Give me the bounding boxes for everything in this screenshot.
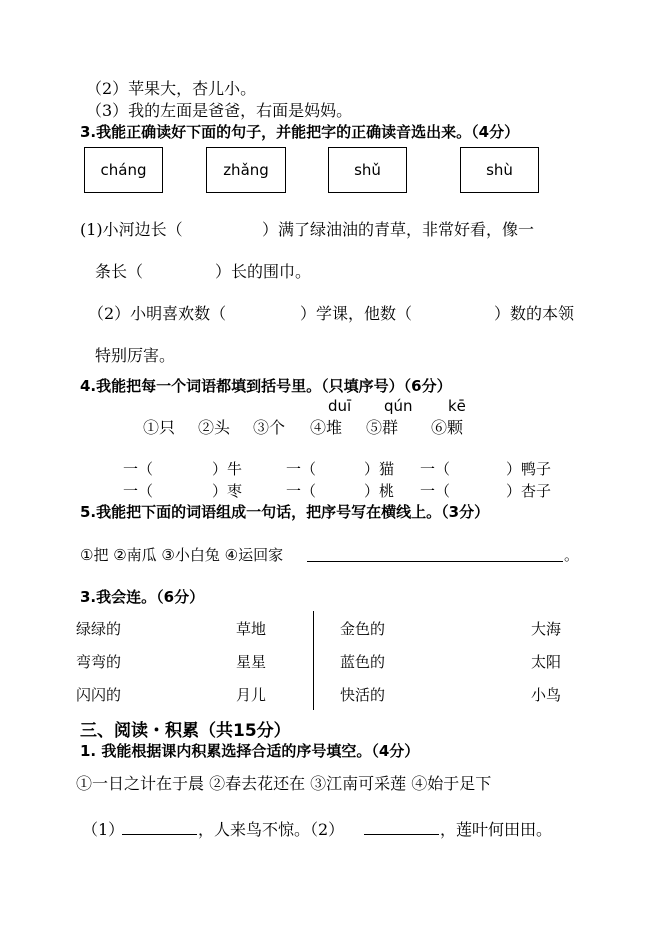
pinyin-box-2 bbox=[206, 147, 286, 193]
pinyin-text: shù bbox=[486, 161, 513, 179]
pinyin-ke: kē bbox=[448, 397, 466, 415]
pinyin-qun: qún bbox=[384, 397, 413, 415]
sentence-2: （2）苹果大，杏儿小。 bbox=[86, 79, 257, 98]
blank-post: ）猫 bbox=[364, 460, 395, 478]
option-2: ②头 bbox=[198, 418, 231, 437]
q5-end: 。 bbox=[564, 546, 580, 564]
pinyin-dui: duī bbox=[328, 397, 352, 415]
q3-s2d: 特别厉害。 bbox=[95, 346, 176, 365]
blank-post: ）枣 bbox=[212, 482, 243, 500]
right-match: 小鸟 bbox=[531, 686, 562, 704]
blank-pre: 一（ bbox=[286, 460, 317, 478]
blank-post: ）桃 bbox=[364, 482, 395, 500]
blank-pre: 一（ bbox=[123, 460, 154, 478]
q6-title: 3.我会连。（6分） bbox=[80, 588, 205, 606]
q3-title: 3.我能正确读好下面的句子，并能把字的正确读音选出来。（4分） bbox=[80, 123, 520, 141]
sentence-3: （3）我的左面是爸爸，右面是妈妈。 bbox=[86, 101, 353, 120]
q3-s1c: 条长（ bbox=[95, 262, 144, 281]
option-6: ⑥颗 bbox=[431, 418, 464, 437]
blank-pre: 一（ bbox=[420, 460, 451, 478]
blank-pre: 一（ bbox=[286, 482, 317, 500]
left-word: 弯弯的 bbox=[76, 653, 122, 671]
blank-post: ）牛 bbox=[212, 460, 243, 478]
answer-line[interactable] bbox=[364, 834, 439, 835]
pinyin-box-1 bbox=[84, 147, 163, 193]
option-1: ①只 bbox=[143, 418, 176, 437]
divider bbox=[313, 611, 314, 710]
pinyin-box-3 bbox=[328, 147, 407, 193]
right-word: 快活的 bbox=[340, 686, 386, 704]
section-title: 三、阅读・积累（共15分） bbox=[80, 721, 291, 741]
q3-s2b: ）学课，他数（ bbox=[300, 304, 413, 323]
option-4: ④堆 bbox=[310, 418, 343, 437]
pinyin-text: zhǎng bbox=[223, 161, 269, 179]
pinyin-text: cháng bbox=[100, 161, 147, 179]
blank-pre: 一（ bbox=[123, 482, 154, 500]
q5-title: 5.我能把下面的词语组成一句话，把序号写在横线上。（3分） bbox=[80, 503, 490, 521]
q3-s1d: ）长的围巾。 bbox=[215, 262, 312, 281]
blank-post: ）杏子 bbox=[506, 482, 552, 500]
s3-q1-title: 1. 我能根据课内积累选择合适的序号填空。（4分） bbox=[80, 742, 420, 760]
option-3: ③个 bbox=[253, 418, 286, 437]
left-match: 月儿 bbox=[236, 686, 267, 704]
fill-a: （1） bbox=[82, 820, 125, 839]
q5-words: ①把 ②南瓜 ③小白兔 ④运回家 bbox=[80, 546, 284, 564]
right-match: 大海 bbox=[531, 620, 562, 638]
fill-c: ，莲叶何田田。 bbox=[440, 820, 553, 839]
right-match: 太阳 bbox=[531, 653, 562, 671]
blank-post: ）鸭子 bbox=[506, 460, 552, 478]
left-word: 闪闪的 bbox=[76, 686, 122, 704]
left-word: 绿绿的 bbox=[76, 620, 122, 638]
s3-options: ①一日之计在于晨 ②春去花还在 ③江南可采莲 ④始于足下 bbox=[76, 774, 492, 793]
blank-pre: 一（ bbox=[420, 482, 451, 500]
fill-b: ，人来鸟不惊。（2） bbox=[198, 820, 345, 839]
option-5: ⑤群 bbox=[366, 418, 399, 437]
q4-title: 4.我能把每一个词语都填到括号里。（只填序号）（6分） bbox=[80, 377, 452, 395]
answer-line[interactable] bbox=[307, 561, 563, 562]
q3-s2c: ）数的本领 bbox=[494, 304, 575, 323]
right-word: 蓝色的 bbox=[340, 653, 386, 671]
pinyin-text: shǔ bbox=[354, 161, 381, 179]
pinyin-box-4 bbox=[460, 147, 539, 193]
right-word: 金色的 bbox=[340, 620, 386, 638]
answer-line[interactable] bbox=[122, 834, 197, 835]
q3-s1a: (1)小河边长（ bbox=[80, 220, 183, 239]
q3-s1b: ）满了绿油油的青草，非常好看，像一 bbox=[262, 220, 535, 239]
left-match: 星星 bbox=[236, 653, 267, 671]
q3-s2a: （2）小明喜欢数（ bbox=[88, 304, 227, 323]
left-match: 草地 bbox=[236, 620, 267, 638]
